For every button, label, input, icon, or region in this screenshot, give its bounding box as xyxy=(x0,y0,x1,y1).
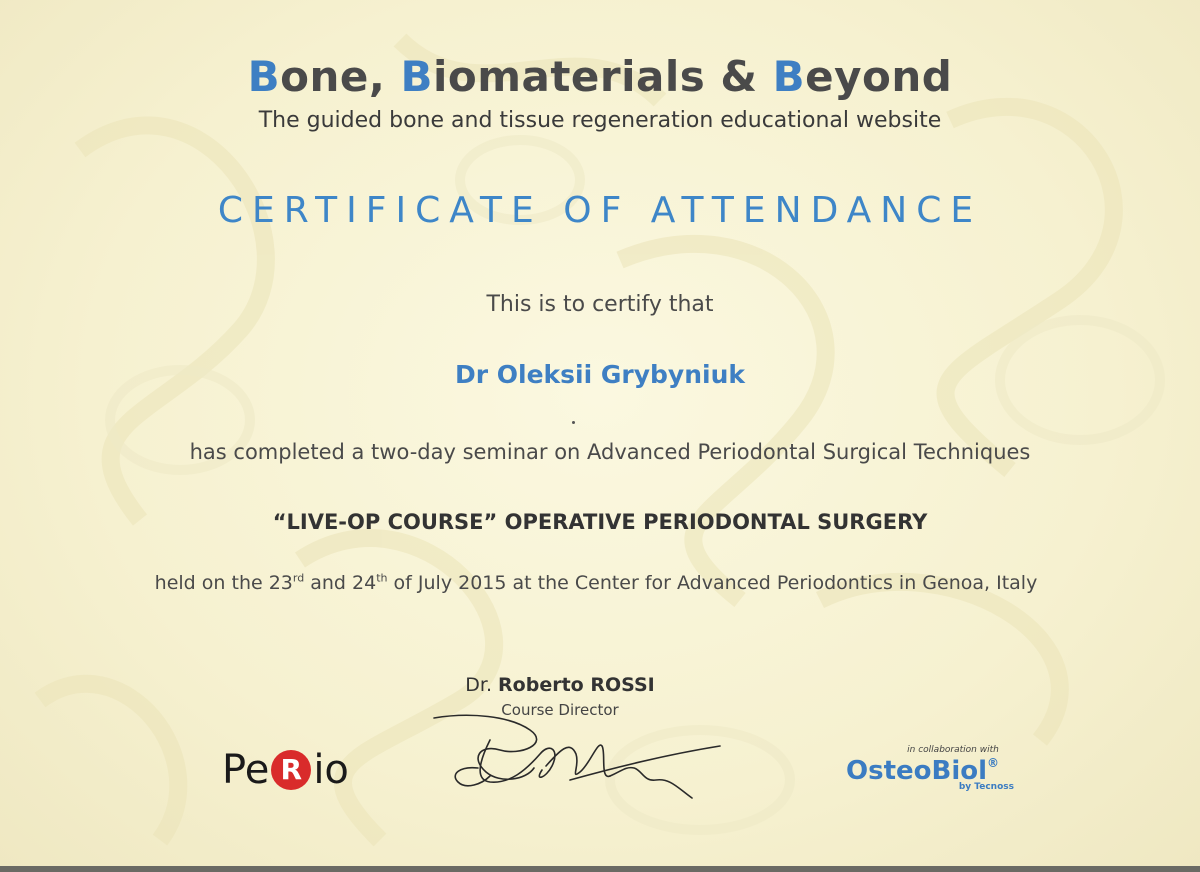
osteobiol-logo xyxy=(836,745,1036,792)
held-sup-rd: rd xyxy=(292,571,305,585)
site-title-letter-b2: B xyxy=(400,52,433,101)
site-title-letter-b3: B xyxy=(772,52,806,101)
director-prefix: Dr. xyxy=(465,674,499,696)
perio-r-circle: R xyxy=(271,750,311,790)
held-line xyxy=(0,572,1196,594)
site-title xyxy=(0,52,1200,101)
held-suffix: of July 2015 at the Center for Advanced Periodontics in Genoa, Italy xyxy=(387,572,1038,594)
held-prefix: held on the 23 xyxy=(154,572,293,594)
site-title-part-3: eyond xyxy=(805,52,953,101)
osteobiol-mark: ® xyxy=(987,756,1000,770)
certify-line: This is to certify that xyxy=(486,292,714,317)
certificate-heading: CERTIFICATE OF ATTENDANCE xyxy=(217,190,983,231)
osteobiol-by-text: by Tecnoss xyxy=(958,782,1014,792)
held-mid: and 24 xyxy=(304,572,377,594)
director-surname: Roberto ROSSI xyxy=(498,674,655,696)
director-name xyxy=(400,674,720,696)
held-sup-th: th xyxy=(376,571,388,585)
director-role: Course Director xyxy=(501,701,619,719)
site-title-part-1: one, xyxy=(280,52,401,101)
perio-text-after: io xyxy=(313,747,349,793)
completed-line: has completed a two-day seminar on Advanced Periodontal Surgical Techniques xyxy=(189,440,1031,464)
site-title-part-2: iomaterials & xyxy=(433,52,773,101)
osteobiol-name-text: OsteoBiol xyxy=(846,756,988,786)
perio-text-before: Pe xyxy=(222,747,270,793)
osteobiol-collab-text: in collaboration with xyxy=(907,745,999,755)
director-signature xyxy=(430,710,730,810)
site-subtitle: The guided bone and tissue regeneration educational website xyxy=(258,108,942,133)
decorative-dot xyxy=(572,421,575,424)
site-title-letter-b1: B xyxy=(247,52,281,101)
recipient-name: Dr Oleksii Grybyniuk xyxy=(454,360,746,389)
course-title: “LIVE-OP COURSE” OPERATIVE PERIODONTAL SURGERY xyxy=(272,510,928,534)
perio-logo xyxy=(222,740,392,800)
